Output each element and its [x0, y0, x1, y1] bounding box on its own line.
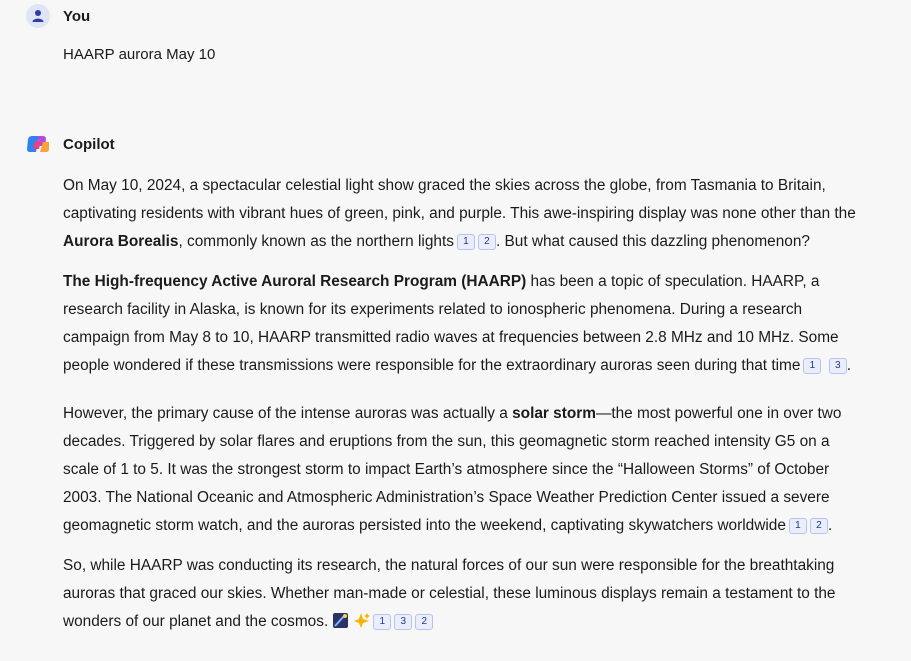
bold-term: Aurora Borealis	[63, 233, 179, 250]
copilot-message-header	[26, 132, 115, 156]
copilot-response	[63, 172, 869, 648]
text: However, the primary cause of the intense auroras was actually a	[63, 405, 513, 422]
copilot-logo-icon	[26, 132, 50, 156]
text: .	[827, 517, 833, 534]
person-icon	[31, 9, 45, 23]
user-message-text: HAARP aurora May 10	[63, 46, 216, 63]
response-paragraph-2	[63, 268, 869, 380]
citation-link[interactable]: 1	[457, 234, 475, 250]
copilot-name: Copilot	[63, 135, 115, 153]
text: has been a topic of speculation. HAARP, a research facility in Alaska, is known for its experiments related to ionospheric phenomena. During a research campaign from May 8 to 10, HAARP transmitted radio waves at frequencies between 2.8 MHz and 10 MHz. Some people wondered if these transmissions were responsible for the extraordinary auroras seen during that time	[63, 273, 839, 374]
text: . But what caused this dazzling phenomenon?	[495, 233, 810, 250]
citation-link[interactable]: 2	[478, 234, 496, 250]
text: .	[846, 357, 851, 374]
text: —the most powerful one in over two decades. Triggered by solar flares and eruptions from the sun, this geomagnetic storm reached intensity G5 on a scale of 1 to 5. It was the strongest storm to impact Earth’s atmosphere since the “Halloween Storms” of October 2003. The National Oceanic and Atmospheric Administration’s Space Weather Prediction Center issued a severe geomagnetic storm watch, and the auroras persisted into the weekend, captivating skywatchers worldwide	[63, 405, 842, 534]
user-name: You	[63, 7, 91, 25]
citation-link[interactable]: 3	[394, 614, 412, 630]
bold-term: solar storm	[512, 405, 596, 422]
citation-link[interactable]: 1	[803, 358, 821, 374]
user-avatar	[26, 4, 50, 28]
citation-link[interactable]: 2	[810, 518, 828, 534]
text: , commonly known as the northern lights	[178, 233, 454, 250]
citation-link[interactable]: 3	[829, 358, 847, 374]
bold-term: The High-frequency Active Auroral Research Program (HAARP)	[63, 273, 527, 290]
text: So, while HAARP was conducting its research, the natural forces of our sun were responsible for the breathtaking auroras that graced our skies. Whether man-made or celestial, these luminous displays remain a testament to the wonders of our planet and the cosmos.	[63, 557, 836, 630]
sparkles-icon	[353, 612, 370, 629]
shooting-star-icon	[332, 612, 349, 629]
response-paragraph-4	[63, 552, 869, 636]
citation-link[interactable]: 2	[415, 614, 433, 630]
response-paragraph-1	[63, 172, 869, 256]
text: On May 10, 2024, a spectacular celestial light show graced the skies across the globe, from Tasmania to Britain, captivating residents with vibrant hues of green, pink, and purple. This awe-inspiring display was none other than the	[63, 177, 856, 222]
citation-link[interactable]: 1	[373, 614, 391, 630]
response-paragraph-3	[63, 400, 869, 540]
citation-link[interactable]: 1	[789, 518, 807, 534]
user-message-header	[26, 4, 90, 28]
copilot-avatar	[26, 132, 50, 156]
